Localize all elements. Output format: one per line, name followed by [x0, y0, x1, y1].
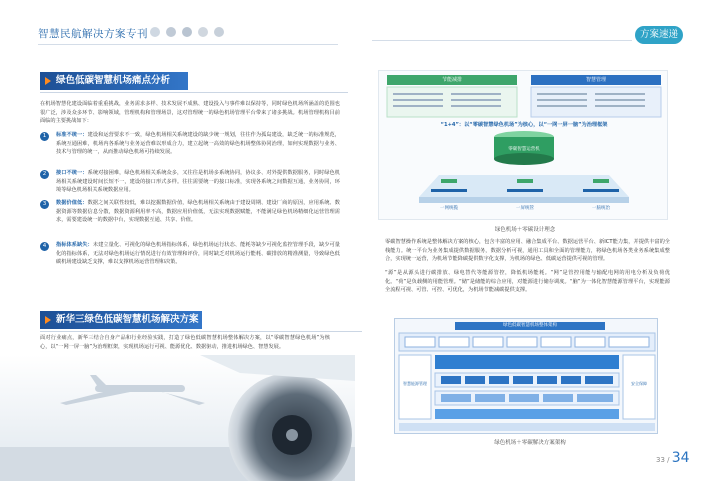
figure-caption-1: 绿色机场＋零碳设计理念 — [494, 227, 556, 233]
page-number: 33 / 34 — [656, 450, 690, 466]
item-text — [56, 241, 340, 267]
item-body: 建设和运营要求不一致，绿色机场相关系统建设的缺少统一规划，往往作为孤岛建设，缺乏统一的标准规范，系统互通困难，机场内各系统与业务运营难以形成合力，建立起统一高效的绿色机场整体协同治理，如何实现数据与业务、技术与管理的统一，从而推动绿色机场可持续发展。 — [56, 132, 340, 156]
header-divider — [372, 40, 632, 41]
magazine-title-a: 智慧民航 — [38, 28, 82, 40]
item-text — [56, 131, 340, 157]
core-label: 零碳智慧运营机 — [508, 147, 540, 152]
node-label: 一脑统治 — [592, 206, 610, 211]
category-icon — [182, 27, 192, 37]
pain-point-item — [40, 131, 340, 157]
item-body: 未建立量化、可视化的绿色机场指标体系，绿色机场运行状态、能耗等缺少可视化监控管理手段，缺少可量化的指标体系，无法对绿色机场运行情况进行有效管理和评价，同时缺乏对机场运行能耗、碳排放的精准测量，导致绿色低碳机场建设缺乏支撑，难以支撑机场运营管理和决策。 — [56, 242, 340, 266]
category-icon — [214, 27, 224, 37]
concept-diagram — [378, 70, 668, 220]
section-heading-pain-points: 绿色低碳智慧机场痛点分析 — [40, 72, 188, 90]
page-number-right: 34 — [671, 450, 690, 466]
architecture-title: 绿色低碳智慧机场整体架构 — [503, 323, 557, 328]
item-number: 1 — [40, 132, 49, 141]
architecture-side-left: 智慧能源管理 — [403, 381, 427, 386]
pain-point-item — [40, 169, 340, 195]
airplane-illustration — [0, 355, 355, 481]
energy-paragraph: “源”是从源头进行碳排放、绿电替代等能源管控，降低机场能耗。“网”是管控用能与输配电网的用电分析及负荷优化。“荷”是负载侧的用能管理。“储”是储能的综合应用，对能源进行储存调度。“脑”为一体化智慧能源管理平台，实现能源全流程可视、可管、可控、可优化，为机场节能减碳提供支撑。 — [385, 270, 670, 294]
pain-point-item — [40, 199, 340, 225]
pain-point-item — [40, 241, 340, 267]
magazine-title — [38, 26, 148, 41]
architecture-diagram-graphic — [395, 319, 659, 435]
solution-paragraph: 面对行业痛点，新华三结合自身产品和行业经验实践，打造了绿色低碳智慧机场整体解决方案，以“零碳智慧绿色机场”为核心，以“一网一屏一脑”为治理框架，实现机场运行可视、能源优化、数据驱动，推进机场绿色、智慧发展。 — [40, 335, 330, 350]
header-divider — [38, 44, 338, 45]
item-number: 3 — [40, 200, 49, 209]
intro-paragraph: 在机场智慧化建设面临着重重挑战，业务需求多样、技术发展不成熟、建设投入与事件难以保持等，同时绿色机场所涵盖的范围也很广泛，涉及众多环节、影响领域，管理机构和管理场景，这对管理统一的绿色机场管理平台带来了诸多挑战。机场管理机构目前面临的主要挑战如下： — [40, 101, 340, 125]
architecture-diagram — [394, 318, 658, 434]
figure-caption-2: 绿色机场＋零碳解决方案架构 — [494, 440, 566, 446]
category-icon — [166, 27, 176, 37]
item-number: 4 — [40, 242, 49, 251]
item-text — [56, 169, 340, 195]
magazine-title-b: 解决方案专刊 — [82, 28, 148, 40]
page-number-left: 33 — [656, 456, 665, 464]
section-heading-solution: 新华三绿色低碳智慧机场解决方案 — [40, 311, 202, 329]
item-number: 2 — [40, 170, 49, 179]
node-label: 一网统揽 — [440, 206, 458, 211]
platform-paragraph: 零碳智慧操作系统是整体解决方案的核心，包含丰富的应用、融合集成平台、数据运营平台、新ICT能力集，并提供丰富的全栈能力。统一平台为业务集成提供数据服务，数据分析可视，通用工具和全面的管理能力，将绿色机场各类业务系统集成整合，实现统一运营，为机场节能降碳提供数字化支撑，为机场的绿色、低碳运营提供可视的管理。 — [385, 239, 670, 263]
item-text — [56, 199, 340, 225]
item-head: 指标体系缺失： — [56, 242, 93, 248]
item-body: 系统对接困难，绿色机场相关系统众多，又往往是机场多系统协同，协议多、对外提供数据服务，同时绿色机场相关系统建设时间长短不一，建设的接口形式多样。往往需要统一的接口标准，实现各系统之间数据互通，业务协同，环境等绿色机场相关系统数据应用。 — [56, 170, 340, 194]
airport-photo — [0, 355, 355, 481]
architecture-side-right: 安全保障 — [631, 381, 647, 386]
node-label: 一屏统管 — [516, 206, 534, 211]
category-icon — [150, 27, 160, 37]
section-badge: 方案速递 — [635, 26, 683, 44]
diagram-left-label: 节能减排 — [441, 77, 462, 83]
category-icon — [198, 27, 208, 37]
item-head: 数据价值低： — [56, 200, 88, 206]
framework-caption: “1+4”：以“零碳智慧绿色机场”为核心，以“一网一屏一脑”为治理框架 — [440, 122, 608, 128]
header-icon-row — [150, 27, 224, 37]
diagram-right-label: 智慧管理 — [585, 77, 606, 83]
item-body: 数据之间关联性较低，难以挖掘数据价值，绿色机场相关系统由于建设周期、建设厂商的原因，应用系统、数据资源等数据信息分散，数据资源利用率不高，数据应用价值低，无法实现数据赋能，不能满足绿色机场精细化运营管理需求，需要建设统一的数据中台，实现数据互通、共享、价值。 — [56, 200, 340, 224]
item-head: 接口不统一： — [56, 170, 88, 176]
item-head: 标准不统一： — [56, 132, 88, 138]
